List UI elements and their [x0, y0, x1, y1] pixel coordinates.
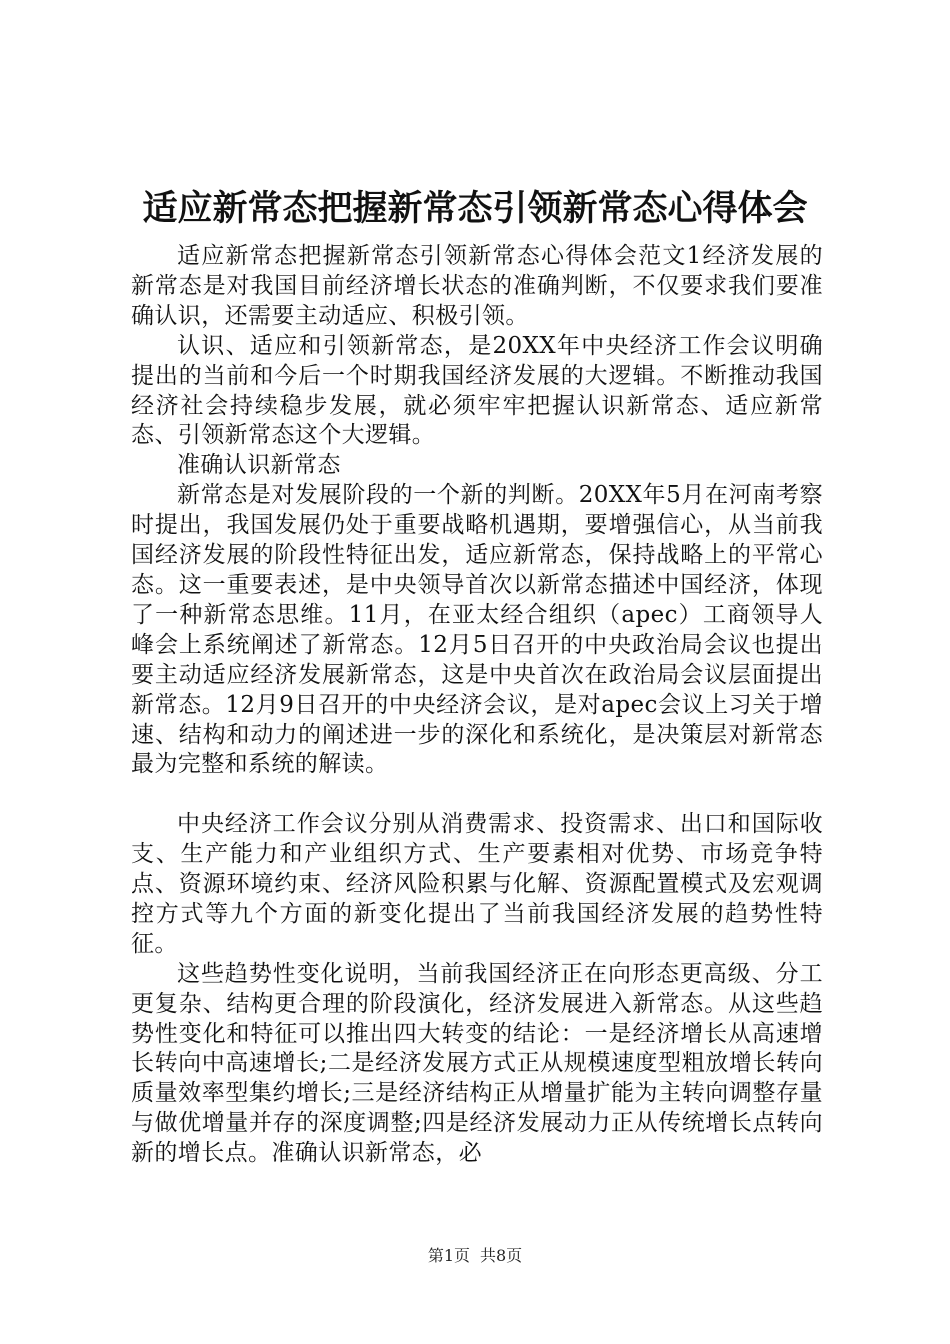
document-body	[131, 242, 823, 1169]
document-title: 适应新常态把握新常态引领新常态心得体会	[142, 188, 808, 229]
page-footer	[0, 1246, 950, 1266]
paragraph-spacer	[131, 780, 823, 810]
paragraph-conference-features: 中央经济工作会议分别从消费需求、投资需求、出口和国际收支、生产能力和产业组织方式、生产要素相对优势、市场竞争特点、资源环境约束、经济风险积累与化解、资源配置模式及宏观调控方式等九个方面的新变化提出了当前我国经济发展的趋势性特征。	[131, 811, 823, 957]
page-number: 第1页	[427, 1246, 470, 1265]
paragraph-trend-changes: 这些趋势性变化说明，当前我国经济正在向形态更高级、分工更复杂、结构更合理的阶段演化，经济发展进入新常态。从这些趋势性变化和特征可以推出四大转变的结论：一是经济增长从高速增长转向中高速增长;二是经济发展方式正从规模速度型粗放增长转向质量效率型集约增长;三是经济结构正从增量扩能为主转向调整存量与做优增量并存的深度调整;四是经济发展动力正从传统增长点转向新的增长点。准确认识新常态，必	[131, 960, 823, 1167]
paragraph-logic: 认识、适应和引领新常态，是20XX年中央经济工作会议明确提出的当前和今后一个时期我国经济发展的大逻辑。不断推动我国经济社会持续稳步发展，就必须牢牢把握认识新常态、适应新常态、引领新常态这个大逻辑。	[131, 332, 823, 449]
paragraph-new-normal-judgment: 新常态是对发展阶段的一个新的判断。20XX年5月在河南考察时提出，我国发展仍处于重要战略机遇期，要增强信心，从当前我国经济发展的阶段性特征出发，适应新常态，保持战略上的平常心态。这一重要表述，是中央领导首次以新常态描述中国经济，体现了一种新常态思维。11月，在亚太经合组织（apec）工商领导人峰会上系统阐述了新常态。12月5日召开的中央政治局会议也提出要主动适应经济发展新常态，这是中央首次在政治局会议层面提出新常态。12月9日召开的中央经济会议，是对apec会议上习关于增速、结构和动力的阐述进一步的深化和系统化，是决策层对新常态最为完整和系统的解读。	[131, 482, 823, 778]
section-heading: 准确认识新常态	[177, 452, 341, 479]
paragraph-intro: 适应新常态把握新常态引领新常态心得体会范文1经济发展的新常态是对我国目前经济增长状态的准确判断，不仅要求我们要准确认识，还需要主动适应、积极引领。	[131, 243, 823, 329]
page-count: 共8页	[480, 1246, 523, 1265]
